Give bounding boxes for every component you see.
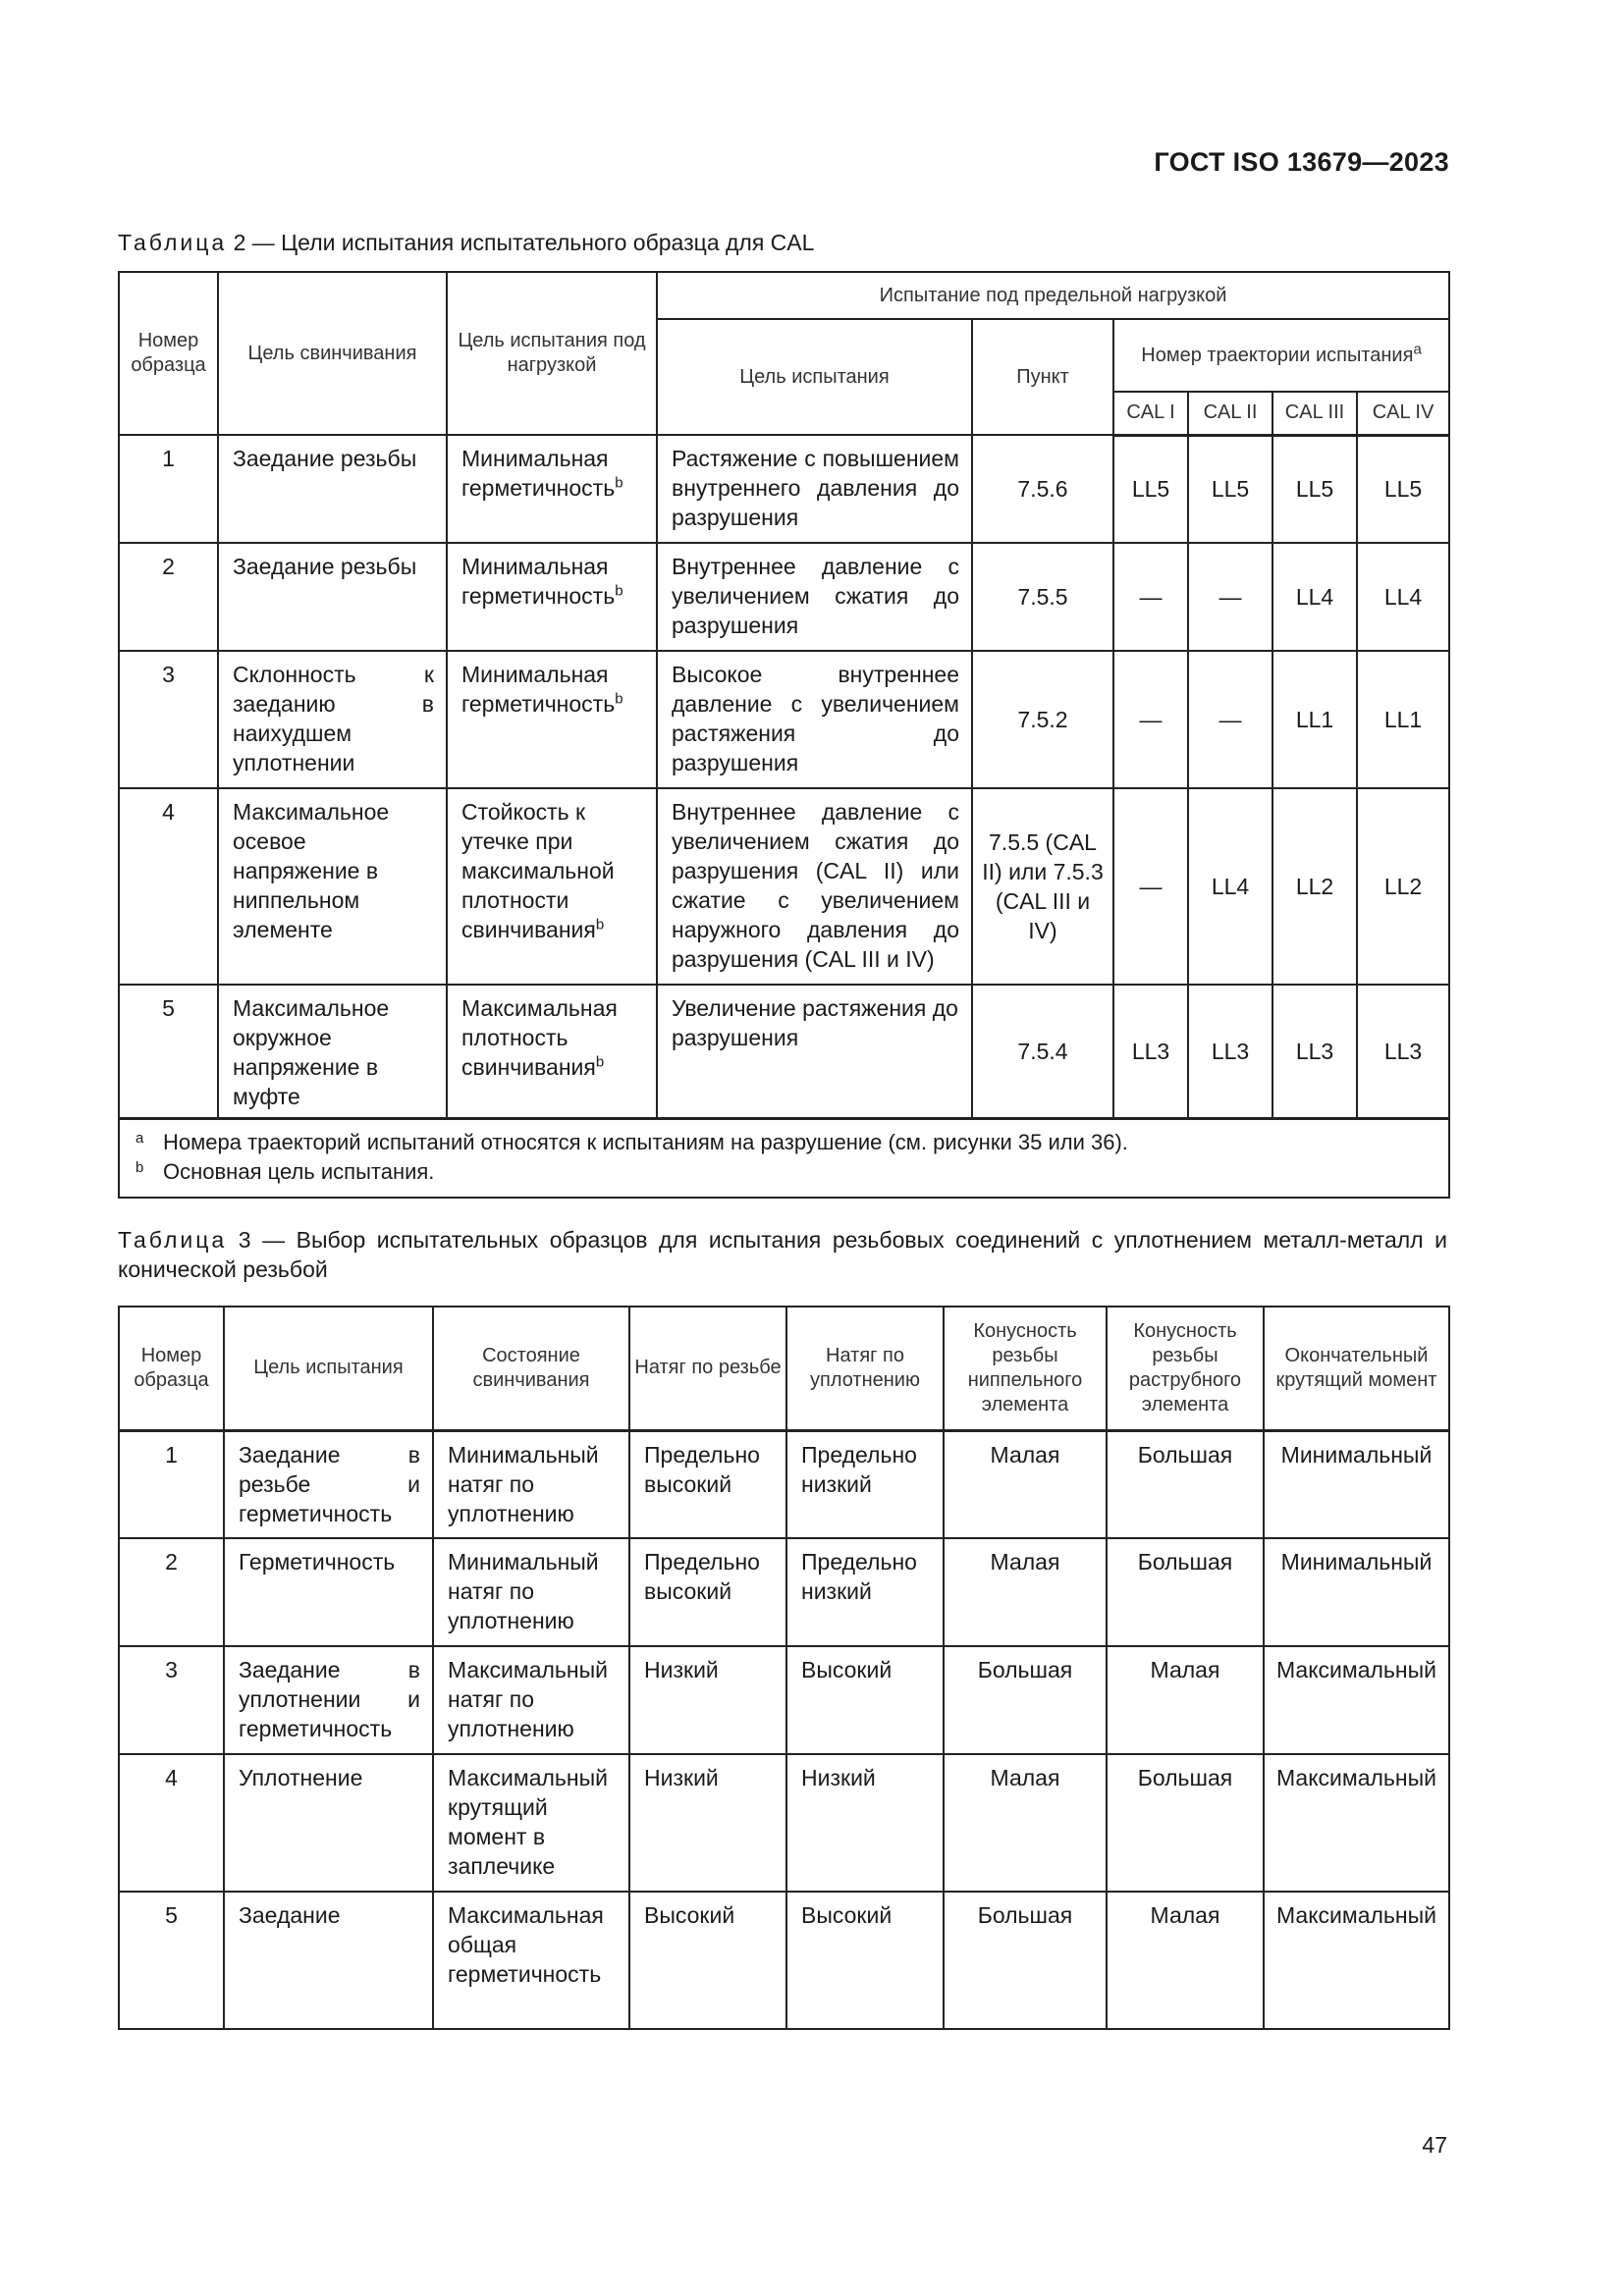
t2-cell-num: 4 (119, 788, 218, 985)
t2-cell-cal: — (1113, 788, 1188, 985)
t2-header-cal-4: CAL IV (1357, 392, 1449, 435)
t2-notes-row (119, 1119, 1449, 1199)
t3-cell-state: Минимальный натяг по уплотнению (433, 1538, 629, 1646)
t2-header-path-text: Номер траектории испытания (1141, 344, 1414, 366)
t3-cell-seal: Предельно низкий (786, 1430, 944, 1538)
t2-cell-num: 5 (119, 985, 218, 1119)
t2-cell-makeup: Максимальное окружное напряжение в муфте (218, 985, 447, 1119)
t2-cell-cal: LL4 (1188, 788, 1272, 985)
t3-cell-num: 1 (119, 1430, 224, 1538)
t3-cell-state: Максимальная общая герметичность (433, 1892, 629, 2029)
t3-header-thread: Натяг по резьбе (629, 1307, 786, 1430)
t2-cell-load (447, 651, 657, 788)
t3-cell-num: 3 (119, 1646, 224, 1754)
t2-cell-load (447, 985, 657, 1119)
t2-cell-num: 1 (119, 435, 218, 543)
t3-cell-pin: Большая (944, 1892, 1107, 2029)
t2-cell-load-sup: b (615, 582, 623, 600)
t3-cell-thread: Низкий (629, 1754, 786, 1892)
t2-cell-cal: LL5 (1188, 435, 1272, 543)
t2-cell-clause: 7.5.2 (972, 651, 1113, 788)
t3-header-number: Номер образца (119, 1307, 224, 1430)
t2-cell-cal: LL5 (1113, 435, 1188, 543)
t2-notes (119, 1119, 1449, 1199)
t2-cell-cal: LL4 (1357, 543, 1449, 651)
t2-header-cal-3: CAL III (1272, 392, 1357, 435)
t3-cell-purpose: Заедание (224, 1892, 433, 2029)
t3-cell-thread: Предельно высокий (629, 1538, 786, 1646)
t3-cell-box: Большая (1107, 1430, 1264, 1538)
t2-cell-clause: 7.5.5 (972, 543, 1113, 651)
page-number: 47 (1422, 2132, 1447, 2158)
footnote-text: Номера траекторий испытаний относятся к испытаниям на разрушение (см. рисунки 35 или 36). (163, 1130, 1128, 1154)
t2-cell-cal: — (1188, 543, 1272, 651)
table-row (119, 1538, 1449, 1646)
table-row (119, 788, 1449, 985)
t3-cell-pin: Большая (944, 1646, 1107, 1754)
table-row (119, 1892, 1449, 2029)
t3-cell-seal: Высокий (786, 1646, 944, 1754)
table2 (118, 271, 1450, 1199)
table-row (119, 1754, 1449, 1892)
t2-cell-load-sup: b (595, 1053, 605, 1071)
table2-caption-prefix: Таблица (118, 230, 228, 255)
t2-cell-cal: LL2 (1357, 788, 1449, 985)
t3-cell-state: Максимальный крутящий момент в заплечике (433, 1754, 629, 1892)
t3-cell-num: 5 (119, 1892, 224, 2029)
t2-cell-cal: LL2 (1272, 788, 1357, 985)
t2-cell-num: 2 (119, 543, 218, 651)
t2-header-number: Номер образца (119, 272, 218, 435)
table3-caption (118, 1225, 1447, 1284)
t2-header-test-purpose: Цель испытания (657, 319, 972, 435)
t2-cell-load-text: Минимальная герметичность (461, 446, 616, 501)
t3-header-purpose: Цель испытания (224, 1307, 433, 1430)
table-row (119, 651, 1449, 788)
table3 (118, 1306, 1450, 2030)
t3-cell-thread: Высокий (629, 1892, 786, 2029)
footnote-text: Основная цель испытания. (163, 1159, 435, 1184)
t3-header-state: Состояние свинчивания (433, 1307, 629, 1430)
t2-cell-test: Внутреннее давление с увеличением сжатия до разрушения (CAL II) или сжатие с увеличением наружного давления до разрушения (CAL III и IV) (657, 788, 972, 985)
t2-header-cal-1: CAL I (1113, 392, 1188, 435)
t2-header-limit-load: Испытание под предельной нагрузкой (657, 272, 1449, 319)
t2-cell-test: Внутреннее давление с увеличением сжатия до разрушения (657, 543, 972, 651)
t3-cell-torque: Максимальный (1264, 1646, 1449, 1754)
t2-header-path (1113, 319, 1449, 392)
table-row (119, 1430, 1449, 1538)
t3-cell-torque: Максимальный (1264, 1754, 1449, 1892)
t3-cell-purpose: Уплотнение (224, 1754, 433, 1892)
t2-cell-cal: — (1113, 651, 1188, 788)
t2-header-makeup: Цель свинчивания (218, 272, 447, 435)
footnote-mark: b (135, 1159, 144, 1176)
t3-cell-box: Малая (1107, 1646, 1264, 1754)
t2-cell-load (447, 543, 657, 651)
t3-cell-state: Минимальный натяг по уплотнению (433, 1430, 629, 1538)
t3-cell-num: 4 (119, 1754, 224, 1892)
t2-cell-cal: — (1113, 543, 1188, 651)
t3-cell-num: 2 (119, 1538, 224, 1646)
t2-cell-makeup: Заедание резьбы (218, 543, 447, 651)
t3-header-box-taper: Конусность резьбы раструбного элемента (1107, 1307, 1264, 1430)
t3-cell-thread: Предельно высокий (629, 1430, 786, 1538)
t2-cell-cal: LL3 (1357, 985, 1449, 1119)
t3-cell-state: Максимальный натяг по уплотнению (433, 1646, 629, 1754)
footnote (135, 1157, 1436, 1187)
t3-header-torque: Окончательный крутящий момент (1264, 1307, 1449, 1430)
t3-header-seal: Натяг по уплотнению (786, 1307, 944, 1430)
t2-cell-test: Высокое внутреннее давление с увеличением растяжения до разрушения (657, 651, 972, 788)
t2-header-load: Цель испытания под нагрузкой (447, 272, 657, 435)
t2-cell-load-text: Минимальная герметичность (461, 662, 616, 717)
t3-cell-torque: Максимальный (1264, 1892, 1449, 2029)
t2-cell-cal: LL4 (1272, 543, 1357, 651)
footnote (135, 1128, 1436, 1157)
t2-cell-clause: 7.5.6 (972, 435, 1113, 543)
t2-cell-load-text: Минимальная герметичность (461, 554, 616, 609)
t2-cell-cal: — (1188, 651, 1272, 788)
table3-caption-text: 3 — Выбор испытательных образцов для испытания резьбовых соединений с уплотнением металл-металл и конической резьбой (118, 1227, 1447, 1282)
t2-cell-load-sup: b (595, 916, 605, 934)
table3-caption-prefix: Таблица (118, 1227, 228, 1253)
t2-cell-makeup: Заедание резьбы (218, 435, 447, 543)
t2-header-clause: Пункт (972, 319, 1113, 435)
t2-cell-cal: LL3 (1272, 985, 1357, 1119)
t2-header-path-sup: a (1413, 340, 1422, 357)
t2-cell-clause: 7.5.5 (CAL II) или 7.5.3 (CAL III и IV) (972, 788, 1113, 985)
t2-header-cal-2: CAL II (1188, 392, 1272, 435)
t2-cell-clause: 7.5.4 (972, 985, 1113, 1119)
footnote-mark: a (135, 1130, 144, 1147)
t2-cell-makeup: Максимальное осевое напряжение в ниппельном элементе (218, 788, 447, 985)
t2-cell-makeup: Склонность к заеданию в наихудшем уплотнении (218, 651, 447, 788)
table2-caption (118, 228, 1447, 257)
t2-cell-cal: LL1 (1272, 651, 1357, 788)
table-row (119, 1646, 1449, 1754)
t2-cell-cal: LL5 (1357, 435, 1449, 543)
table-row (119, 543, 1449, 651)
document-code: ГОСТ ISO 13679—2023 (1154, 147, 1449, 177)
t2-cell-cal: LL1 (1357, 651, 1449, 788)
table-row (119, 435, 1449, 543)
t3-cell-pin: Малая (944, 1538, 1107, 1646)
t3-cell-box: Большая (1107, 1538, 1264, 1646)
t2-cell-load (447, 435, 657, 543)
t3-cell-torque: Минимальный (1264, 1430, 1449, 1538)
t2-cell-cal: LL5 (1272, 435, 1357, 543)
t3-cell-torque: Минимальный (1264, 1538, 1449, 1646)
t2-cell-load (447, 788, 657, 985)
t2-cell-cal: LL3 (1188, 985, 1272, 1119)
t2-cell-load-text: Максимальная плотность свинчивания (461, 995, 618, 1080)
t3-cell-seal: Предельно низкий (786, 1538, 944, 1646)
t2-cell-num: 3 (119, 651, 218, 788)
table2-caption-text: 2 — Цели испытания испытательного образца для CAL (227, 230, 815, 255)
t3-cell-seal: Высокий (786, 1892, 944, 2029)
t3-cell-box: Большая (1107, 1754, 1264, 1892)
t2-cell-load-text: Стойкость к утечке при максимальной плотности свинчивания (461, 799, 615, 942)
t3-cell-pin: Малая (944, 1430, 1107, 1538)
t2-cell-test: Увеличение растяжения до разрушения (657, 985, 972, 1119)
t3-cell-thread: Низкий (629, 1646, 786, 1754)
t3-cell-seal: Низкий (786, 1754, 944, 1892)
t3-header-pin-taper: Конусность резьбы ниппельного элемента (944, 1307, 1107, 1430)
t3-cell-purpose: Герметичность (224, 1538, 433, 1646)
t3-cell-purpose: Заедание в уплотнении и герметичность (224, 1646, 433, 1754)
t2-cell-cal: LL3 (1113, 985, 1188, 1119)
t2-cell-load-sup: b (615, 690, 623, 708)
t3-cell-box: Малая (1107, 1892, 1264, 2029)
t2-cell-load-sup: b (615, 474, 623, 492)
t3-cell-pin: Малая (944, 1754, 1107, 1892)
table-row (119, 985, 1449, 1119)
t3-cell-purpose: Заедание в резьбе и герметичность (224, 1430, 433, 1538)
t2-cell-test: Растяжение с повышением внутреннего давления до разрушения (657, 435, 972, 543)
